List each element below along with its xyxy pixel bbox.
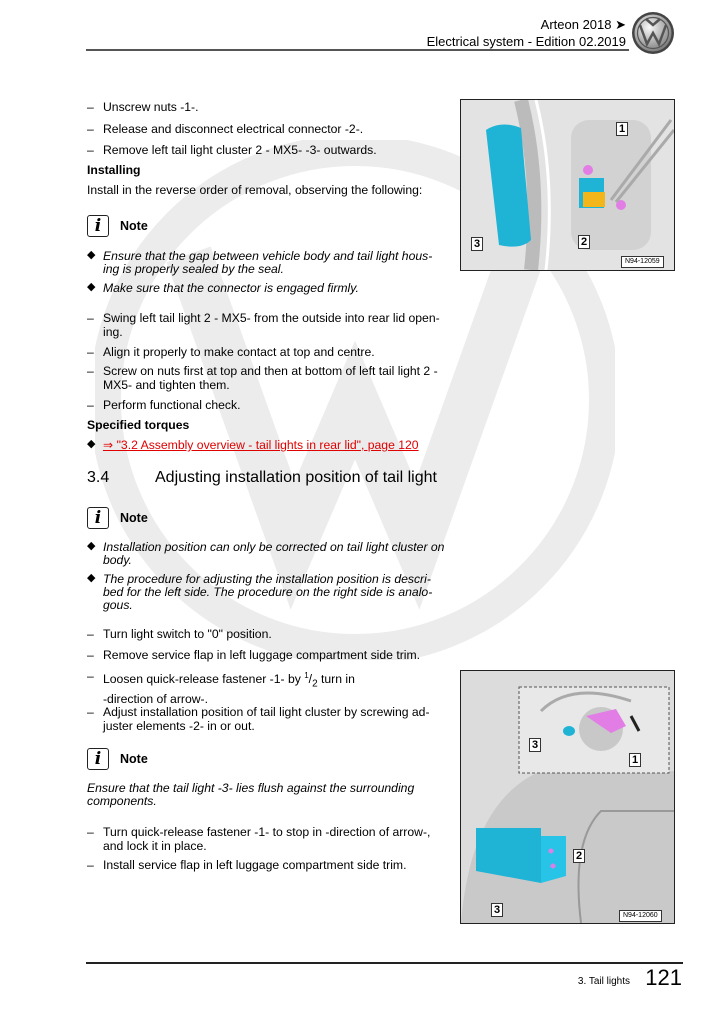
callout-1: 1 (616, 122, 628, 136)
callout-3: 3 (491, 903, 503, 917)
diamond-bullet-icon: ◆ (87, 281, 96, 293)
header-edition: Electrical system - Edition 02.2019 (426, 34, 626, 49)
installing-heading: Installing (87, 163, 141, 177)
figure-illustration (461, 100, 674, 270)
note2-text: Ensure that the tail light -3- lies flush against the surrounding components. (87, 781, 415, 808)
diamond-bullet-icon: ◆ (87, 540, 96, 552)
info-icon: i (87, 748, 109, 770)
header-model: Arteon 2018 ➤ (540, 17, 626, 32)
page-edge-shading (696, 0, 724, 1024)
figure-tail-light-removal (460, 99, 675, 271)
note-label: Note (120, 752, 148, 766)
note-label: Note (120, 219, 148, 233)
loosen-tail: turn in (321, 672, 355, 687)
section-title: Adjusting installation position of tail light (155, 469, 437, 486)
torques-heading: Specified torques (87, 418, 190, 432)
callout-1: 1 (629, 753, 641, 767)
figure-id: N94-12060 (619, 910, 662, 922)
callout-3-detail: 3 (529, 738, 541, 752)
fraction-numerator: 1 (304, 671, 309, 680)
loosen-line2: -direction of arrow-. (103, 691, 208, 706)
diamond-bullet-icon: ◆ (87, 438, 96, 450)
footer-rule (86, 962, 683, 964)
vw-logo-icon (631, 11, 675, 55)
figure-illustration (461, 671, 674, 923)
loosen-text: Loosen quick-release fastener -1- by (103, 672, 301, 687)
section-number: 3.4 (87, 469, 110, 486)
callout-3: 3 (471, 237, 483, 251)
diamond-bullet-icon: ◆ (87, 249, 96, 261)
callout-2: 2 (573, 849, 585, 863)
callout-2: 2 (578, 235, 590, 249)
installing-intro: Install in the reverse order of removal, observing the following: (87, 183, 423, 197)
figure-id: N94-12059 (621, 256, 664, 268)
diamond-bullet-icon: ◆ (87, 572, 96, 584)
info-icon: i (87, 215, 109, 237)
torques-link[interactable]: ⇒ "3.2 Assembly overview - tail lights in rear lid", page 120 (103, 438, 419, 452)
footer-page-number: 121 (645, 965, 682, 990)
header-rule (86, 49, 629, 51)
figure-adjust-tail-light (460, 670, 675, 924)
footer-chapter: 3. Tail lights (577, 976, 630, 987)
fraction-denominator: 2 (312, 678, 318, 690)
note-label: Note (120, 511, 148, 525)
info-icon: i (87, 507, 109, 529)
